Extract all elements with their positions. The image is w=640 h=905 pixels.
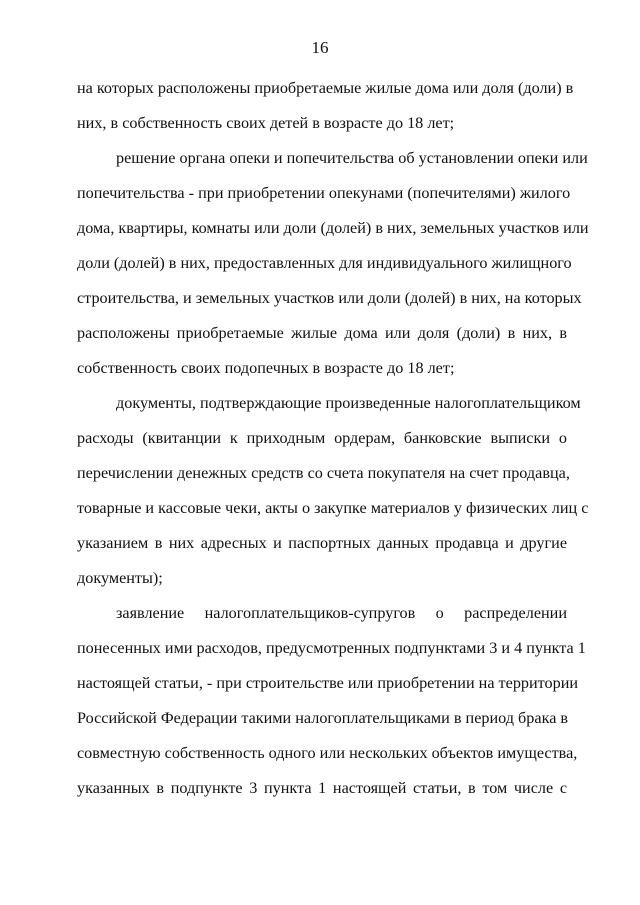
page-number: 16 xyxy=(311,38,329,57)
text-line: совместную собственность одного или нескольких объектов имущества, xyxy=(77,744,578,762)
text-line: заявление налогоплательщиков-супругов о распределении xyxy=(116,604,567,622)
text-line: перечислении денежных средств со счета покупателя на счет продавца, xyxy=(77,464,570,482)
text-line: Российской Федерации такими налогоплательщиками в период брака в xyxy=(77,709,569,727)
text-line: документы); xyxy=(77,569,163,587)
text-line: указанных в подпункте 3 пункта 1 настоящей статьи, в том числе с xyxy=(77,779,567,797)
text-line: попечительства - при приобретении опекунами (попечителями) жилого xyxy=(77,184,571,202)
text-line: расходы (квитанции к приходным ордерам, банковские выписки о xyxy=(77,429,567,447)
text-line: документы, подтверждающие произведенные налогоплательщиком xyxy=(116,394,581,412)
text-line: них, в собственность своих детей в возрасте до 18 лет; xyxy=(77,114,455,132)
text-line: дома, квартиры, комнаты или доли (долей) в них, земельных участков или xyxy=(77,219,589,237)
text-line: понесенных ими расходов, предусмотренных подпунктами 3 и 4 пункта 1 xyxy=(77,639,586,657)
text-line: указанием в них адресных и паспортных данных продавца и другие xyxy=(77,534,567,552)
text-line: настоящей статьи, - при строительстве или приобретении на территории xyxy=(77,674,579,692)
text-line: строительства, и земельных участков или доли (долей) в них, на которых xyxy=(77,289,582,307)
text-line: собственность своих подопечных в возрасте до 18 лет; xyxy=(77,359,455,377)
text-line: на которых расположены приобретаемые жилые дома или доля (доли) в xyxy=(77,79,574,97)
text-line: доли (долей) в них, предоставленных для индивидуального жилищного xyxy=(77,254,572,272)
text-line: решение органа опеки и попечительства об установлении опеки или xyxy=(116,149,588,167)
text-line: товарные и кассовые чеки, акты о закупке материалов у физических лиц с xyxy=(77,499,589,517)
text-line: расположены приобретаемые жилые дома или доля (доли) в них, в xyxy=(77,324,567,342)
